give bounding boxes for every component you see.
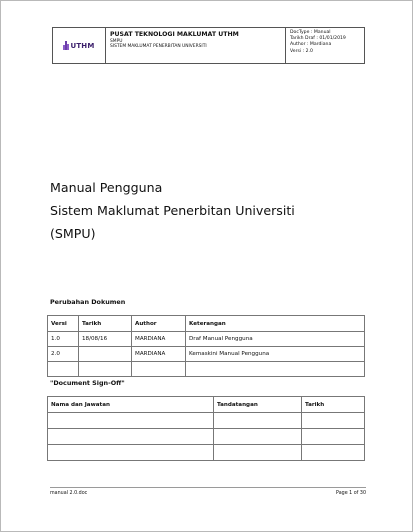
table-row (48, 332, 365, 347)
table-cell: Kemaskini Manual Pengguna (186, 347, 365, 362)
revisions-label: Perubahan Dokumen (50, 298, 126, 306)
table-cell (302, 445, 365, 461)
table-cell (79, 347, 132, 362)
table-header-row (48, 316, 365, 332)
table-cell (48, 362, 79, 377)
revisions-table (47, 315, 365, 377)
table-row (48, 362, 365, 377)
col-header: Versi (48, 316, 79, 332)
col-header: Tarikh (79, 316, 132, 332)
table-cell (214, 429, 302, 445)
col-header: Tandatangan (214, 397, 302, 413)
system-short: SMPU (110, 39, 123, 45)
logo-mark-icon (63, 41, 69, 50)
version: Versi : 2.0 (290, 48, 313, 54)
table-cell: 2.0 (48, 347, 79, 362)
signoff-table (47, 396, 365, 461)
table-cell (48, 413, 214, 429)
table-cell (79, 362, 132, 377)
table-header-row (48, 397, 365, 413)
table-cell (186, 362, 365, 377)
doctype: DocType : Manual (290, 30, 331, 35)
table-cell: 18/08/16 (79, 332, 132, 347)
table-row (48, 429, 365, 445)
table-cell (48, 429, 214, 445)
table-row (48, 445, 365, 461)
table-cell (302, 413, 365, 429)
table-cell: MARDIANA (132, 347, 186, 362)
table-cell: Draf Manual Pengguna (186, 332, 365, 347)
table-row (48, 347, 365, 362)
table-row (48, 413, 365, 429)
col-header: Nama dan Jawatan (48, 397, 214, 413)
doc-title-line2: Sistem Maklumat Penerbitan Universiti (50, 203, 295, 218)
document-header (52, 27, 365, 64)
col-header: Tarikh (302, 397, 365, 413)
table-cell: 1.0 (48, 332, 79, 347)
footer-filename: manual 2.0.doc (50, 491, 88, 496)
col-header: Author (132, 316, 186, 332)
table-cell (214, 413, 302, 429)
table-cell (132, 362, 186, 377)
table-cell (214, 445, 302, 461)
doc-title-line1: Manual Pengguna (50, 180, 163, 195)
org-name: PUSAT TEKNOLOGI MAKLUMAT UTHM (110, 31, 239, 38)
footer-page-number: Page 1 of 30 (336, 491, 366, 496)
system-full: SISTEM MAKLUMAT PENERBITAN UNIVERSITI (110, 44, 207, 50)
table-cell (302, 429, 365, 445)
logo-text: UTHM (70, 41, 95, 50)
document-footer (50, 487, 366, 496)
author: Author : Mardiana (290, 42, 332, 48)
doc-title-line3: (SMPU) (50, 226, 96, 241)
header-meta (286, 28, 364, 63)
signoff-label: "Document Sign-Off" (50, 379, 125, 387)
table-cell (48, 445, 214, 461)
uthm-logo (53, 28, 106, 63)
header-org-block (106, 28, 286, 63)
draft-date: Tarikh Draf : 01/01/2019 (290, 36, 346, 42)
table-cell: MARDIANA (132, 332, 186, 347)
col-header: Keterangan (186, 316, 365, 332)
